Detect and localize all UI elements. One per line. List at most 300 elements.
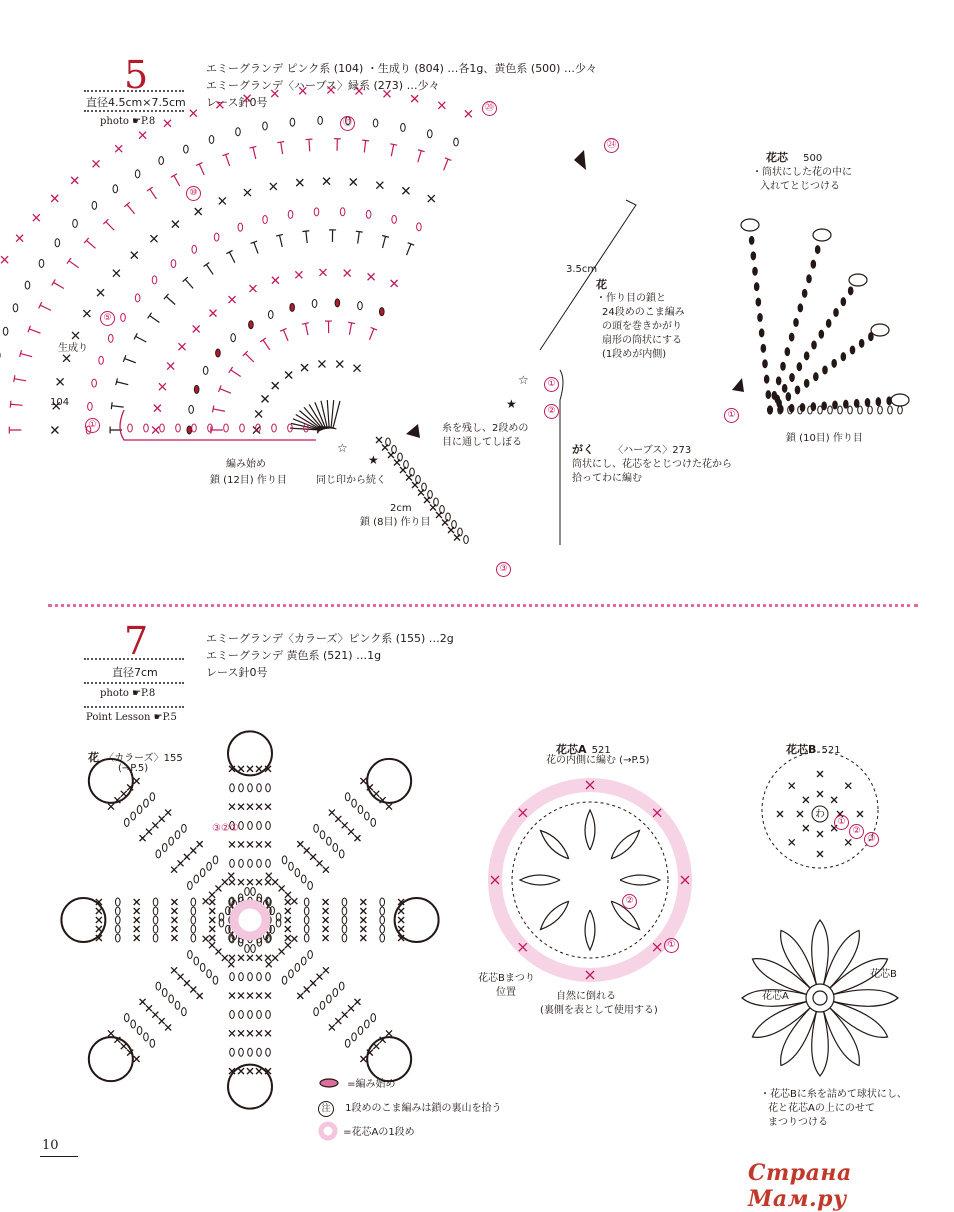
single-crochet-mark [249, 285, 256, 292]
bracket-line [560, 370, 563, 545]
watermark: Страна Мам.ру [748, 1160, 954, 1212]
single-crochet-mark [190, 987, 196, 993]
label-104: 104 [50, 396, 69, 410]
single-crochet-mark [51, 427, 58, 434]
note-line: 筒状にし、花芯をとじつけた花から [572, 458, 732, 472]
half-double-mark [280, 328, 288, 340]
single-crochet-mark [238, 841, 244, 847]
single-crochet-mark [279, 949, 285, 955]
legend-text: 1段めのこま編みは鎖の裏山を拾う [345, 1103, 501, 1114]
single-crochet-mark [247, 1030, 253, 1036]
single-crochet-mark [152, 1012, 158, 1018]
single-crochet-mark [256, 879, 262, 885]
chain-mark [888, 406, 893, 414]
chain-mark [345, 793, 350, 801]
single-crochet-mark [152, 427, 159, 434]
single-crochet-mark [209, 899, 215, 905]
single-crochet-mark [310, 980, 316, 986]
chain-mark [308, 951, 313, 959]
chain-mark [266, 859, 271, 867]
single-crochet-mark [134, 899, 140, 905]
single-crochet-mark [57, 378, 64, 385]
single-crochet-mark [817, 831, 823, 837]
chain-mark [25, 281, 30, 289]
chain-mark [268, 311, 273, 319]
chain-mark [175, 831, 180, 839]
single-crochet-mark [285, 942, 291, 948]
chain-mark [358, 1026, 363, 1034]
single-crochet-mark [96, 908, 102, 914]
chain-mark [828, 406, 833, 414]
chain-mark [251, 945, 256, 953]
single-crochet-mark [97, 289, 104, 296]
single-crochet-mark [134, 908, 140, 914]
chain-mark [238, 223, 243, 231]
single-crochet-mark [229, 841, 235, 847]
star-outline-mark: ☆ [518, 373, 529, 387]
chain-mark [304, 898, 309, 906]
yarn: 521 [821, 745, 840, 756]
half-double-mark [9, 427, 21, 434]
single-crochet-mark [108, 1030, 114, 1036]
chain-mark [345, 1039, 350, 1047]
flower-ref: (→P.5) [118, 762, 148, 776]
single-crochet-mark [247, 955, 253, 961]
chain-mark [115, 934, 120, 942]
chain-mark [245, 945, 250, 953]
single-crochet-mark [134, 778, 140, 784]
chain-mark [802, 289, 807, 297]
single-crochet-mark [301, 364, 308, 371]
chain-mark [795, 386, 800, 394]
note-line: 24段めのこま編み [596, 306, 685, 320]
single-crochet-mark [247, 1068, 253, 1074]
coreB-position-label: 花芯Bまつり [478, 972, 535, 986]
calyx-note [572, 438, 732, 486]
single-crochet-mark [797, 811, 803, 817]
single-crochet-mark [817, 851, 823, 857]
chain-mark [191, 898, 196, 906]
single-crochet-mark [216, 101, 223, 108]
chain-mark [289, 970, 294, 978]
chain-mark [230, 859, 235, 867]
chain-mark [427, 130, 432, 138]
chain-mark [832, 359, 837, 367]
single-crochet-mark [356, 87, 363, 94]
chain-mark [785, 348, 790, 356]
single-crochet-mark [777, 811, 783, 817]
chain-mark [240, 424, 245, 432]
chain-mark [248, 1048, 253, 1056]
note-line: ・作り目の鎖と [596, 292, 685, 306]
legend-start [318, 1072, 395, 1092]
single-crochet-mark [115, 145, 122, 152]
coreA-petal [585, 910, 595, 950]
single-crochet-mark [140, 999, 146, 1005]
chain-mark [759, 329, 764, 337]
single-crochet-mark [297, 993, 303, 999]
half-double-mark [369, 327, 377, 339]
chain-mark [153, 925, 158, 933]
single-crochet-mark [184, 980, 190, 986]
assembly-label-a: 花芯A [762, 990, 789, 1004]
chain-mark [156, 982, 161, 990]
single-crochet-mark [262, 395, 269, 402]
single-crochet-mark [209, 935, 215, 941]
chain-mark [239, 1048, 244, 1056]
chain-mark [754, 283, 759, 291]
single-crochet-mark [285, 899, 291, 905]
half-double-mark [222, 153, 229, 165]
chain-mark [270, 925, 275, 933]
chain-mark [239, 973, 244, 981]
chain-mark [841, 353, 846, 361]
round-mark-3: ③ [496, 556, 511, 577]
chain-mark [814, 373, 819, 381]
single-crochet-mark [448, 527, 454, 533]
single-crochet-mark [238, 1068, 244, 1074]
chain-mark [3, 327, 8, 335]
single-crochet-mark [285, 917, 291, 923]
start-mark-icon [318, 1077, 342, 1089]
chain-mark [263, 122, 268, 130]
single-crochet-mark [272, 277, 279, 284]
yarn: 〈カラーズ〉155 [104, 753, 183, 764]
single-crochet-mark [291, 936, 297, 942]
single-crochet-mark [354, 835, 360, 841]
single-crochet-mark [845, 783, 851, 789]
chain-mark [137, 1026, 142, 1034]
single-crochet-mark [323, 935, 329, 941]
single-crochet-mark [229, 296, 236, 303]
dimension-2cm: 2cm [390, 502, 412, 516]
chain-mark [248, 1010, 253, 1018]
single-crochet-mark [171, 917, 177, 923]
single-crochet-mark [219, 197, 226, 204]
ring-label: わ [815, 808, 825, 822]
chain-mark [342, 907, 347, 915]
single-crochet-mark [215, 885, 221, 891]
single-crochet-mark [247, 766, 253, 772]
chain-mark [295, 963, 300, 971]
single-crochet-mark [256, 993, 262, 999]
material-line: エミーグランデ ピンク系 (104) ・生成り (804) …各1g、黄色系 (500) …少々 [206, 60, 597, 77]
chain-mark [371, 818, 376, 826]
start-chain-label: 鎖 (12目) 作り目 [210, 474, 287, 488]
half-double-mark [250, 146, 257, 158]
chain-mark [208, 424, 213, 432]
single-crochet-mark [197, 841, 203, 847]
chain-mark [807, 275, 812, 283]
coreA-petal [520, 875, 560, 885]
chain-mark [137, 806, 142, 814]
single-crochet-mark [285, 892, 291, 898]
chain-mark [207, 862, 212, 870]
pink-ring-icon [318, 1121, 338, 1141]
chain-mark [115, 916, 120, 924]
single-crochet-mark [803, 797, 809, 803]
core-note [766, 146, 852, 194]
single-crochet-mark [247, 879, 253, 885]
material-line: レース針0号 [206, 664, 454, 681]
chain-mark [176, 424, 181, 432]
half-double-mark [325, 321, 332, 333]
fall-note: 自然に倒れる [556, 990, 616, 1004]
half-double-mark [103, 219, 114, 230]
single-crochet-mark [304, 987, 310, 993]
chain-mark [380, 898, 385, 906]
single-crochet-mark [342, 1012, 348, 1018]
single-crochet-mark [360, 778, 366, 784]
chain-mark [335, 299, 340, 307]
single-crochet-mark [190, 847, 196, 853]
single-crochet-mark [317, 860, 323, 866]
single-crochet-mark [171, 926, 177, 932]
chain-mark [194, 957, 199, 965]
chain-mark [39, 259, 44, 267]
half-double-mark [134, 333, 146, 342]
chain-mark [763, 360, 768, 368]
single-crochet-mark [297, 841, 303, 847]
single-crochet-mark [253, 427, 260, 434]
chain-mark [156, 850, 161, 858]
chain-mark [113, 185, 118, 193]
flower-note [596, 276, 685, 362]
material-line: エミーグランデ〈カラーズ〉ピンク系 (155) …2g [206, 630, 454, 647]
chain-mark [257, 859, 262, 867]
chain-mark [804, 352, 809, 360]
chain-mark [213, 856, 218, 864]
single-crochet-mark [165, 810, 171, 816]
single-crochet-mark [209, 917, 215, 923]
single-crochet-mark [845, 839, 851, 845]
label-kinari: 生成り [58, 342, 88, 356]
chain-mark [99, 356, 104, 364]
chain-mark [340, 208, 345, 216]
round-mark-1: ① [834, 809, 849, 830]
title: 花芯B [786, 743, 816, 756]
chain-mark [276, 919, 281, 927]
chain-mark [131, 812, 136, 820]
single-crochet-mark [299, 87, 306, 94]
calyx-note-title: がく [572, 443, 594, 456]
chain-mark [797, 363, 802, 371]
round-mark-20: ⑳ [482, 95, 497, 116]
single-crochet-mark [256, 841, 262, 847]
coreA-note: 花の内側に編む (→P.5) [546, 754, 649, 768]
chain-mark [794, 319, 799, 327]
single-crochet-mark [171, 935, 177, 941]
chain-mark [115, 925, 120, 933]
chain-mark [187, 426, 192, 434]
chain-mark [776, 377, 781, 385]
single-crochet-mark [177, 860, 183, 866]
petal-outline [89, 1037, 133, 1081]
chain-mark [230, 1048, 235, 1056]
single-crochet-mark [454, 535, 460, 541]
half-double-mark [111, 402, 123, 409]
single-crochet-mark [368, 273, 375, 280]
chain-mark [191, 934, 196, 942]
chain-mark [868, 406, 873, 414]
chain-mark [304, 925, 309, 933]
single-crochet-mark [51, 195, 58, 202]
chain-mark [282, 976, 287, 984]
single-crochet-mark [134, 926, 140, 932]
coreA-petal [620, 875, 660, 885]
single-crochet-mark [857, 811, 863, 817]
chain-mark [144, 1033, 149, 1041]
chain-mark [365, 1020, 370, 1028]
half-double-mark [14, 375, 26, 382]
chain-mark [159, 157, 164, 165]
single-crochet-mark [171, 908, 177, 914]
chain-mark [844, 400, 849, 408]
single-crochet-mark [360, 899, 366, 905]
half-double-mark [444, 158, 452, 170]
single-crochet-mark [209, 892, 215, 898]
single-crochet-mark [360, 917, 366, 923]
half-double-mark [229, 367, 241, 377]
chain-mark [153, 898, 158, 906]
chain-mark [251, 887, 256, 895]
chain-mark [266, 822, 271, 830]
core-title: 花芯 [766, 151, 788, 164]
petal-tip [813, 229, 831, 241]
chain-mark [342, 898, 347, 906]
chain-mark [789, 333, 794, 341]
note-line: の頭を巻きかがり [596, 320, 685, 334]
half-double-mark [84, 238, 95, 248]
chain-mark [200, 869, 205, 877]
chain-mark [182, 1008, 187, 1016]
round-mark-24: ㉔ [604, 132, 619, 153]
chain-mark [92, 201, 97, 209]
single-crochet-mark [244, 95, 251, 102]
star-mark: ★ [506, 397, 517, 411]
half-double-mark [348, 322, 355, 334]
chain-mark [115, 907, 120, 915]
single-crochet-mark [167, 363, 174, 370]
chain-mark [798, 304, 803, 312]
chain-mark [209, 135, 214, 143]
half-double-mark [67, 258, 79, 268]
chain-mark [290, 303, 295, 311]
chain-mark [380, 916, 385, 924]
arrow-marker [406, 424, 420, 438]
half-double-mark [28, 326, 40, 333]
chain-mark [878, 406, 883, 414]
round-mark-10: ⑩ [186, 180, 201, 201]
single-crochet-mark [803, 825, 809, 831]
single-crochet-mark [203, 936, 209, 942]
chain-mark [124, 818, 129, 826]
single-crochet-mark [134, 935, 140, 941]
single-crochet-mark [229, 804, 235, 810]
fall-note: (裏側を表として使用する) [540, 1004, 658, 1018]
single-crochet-mark [265, 804, 271, 810]
single-crochet-mark [203, 898, 209, 904]
chain-mark [153, 907, 158, 915]
coreA-inner-ring [512, 802, 668, 958]
chain-mark [876, 398, 881, 406]
legend-text: =花芯Aの1段め [343, 1127, 415, 1138]
single-crochet-mark [285, 908, 291, 914]
round-mark-1: ① [85, 412, 100, 433]
half-double-mark [260, 338, 270, 350]
chain-mark [184, 145, 189, 153]
single-crochet-mark [285, 935, 291, 941]
half-double-mark [226, 250, 235, 262]
legend-core-ring [318, 1120, 415, 1141]
chain-mark [865, 399, 870, 407]
single-crochet-mark [285, 926, 291, 932]
single-crochet-mark [171, 899, 177, 905]
single-crochet-mark [304, 847, 310, 853]
single-crochet-mark [319, 269, 326, 276]
single-crochet-mark [184, 854, 190, 860]
single-crochet-mark [146, 1005, 152, 1011]
section-number-5: 5 [124, 56, 148, 94]
chain-mark [203, 366, 208, 374]
round-mark-2: ② [849, 818, 864, 839]
same-mark-label: 同じ印から続く [316, 474, 386, 488]
page-rule [40, 1156, 78, 1157]
chain-mark [226, 907, 231, 915]
material-line: エミーグランデ 黄色系 (521) …1g [206, 647, 454, 664]
chain-mark [848, 406, 853, 414]
single-crochet-mark [412, 482, 418, 488]
single-crochet-mark [360, 1056, 366, 1062]
single-crochet-mark [228, 873, 234, 879]
round-mark-2: ② [544, 398, 559, 419]
chain-mark [191, 907, 196, 915]
chain-mark [339, 850, 344, 858]
arrow-marker [732, 378, 744, 392]
coreA-petal [611, 831, 639, 859]
chain-mark [314, 1008, 319, 1016]
chain-mark [464, 536, 469, 544]
single-crochet-mark [150, 235, 157, 242]
core-yarn: 500 [803, 153, 822, 164]
single-crochet-mark [354, 365, 361, 372]
chain-mark [230, 784, 235, 792]
single-crochet-mark [159, 816, 165, 822]
star-outline-mark: ☆ [337, 441, 348, 455]
chain-mark [304, 934, 309, 942]
chain-mark [301, 875, 306, 883]
chain-mark [790, 374, 795, 382]
chain-mark [257, 973, 262, 981]
half-double-mark [362, 140, 369, 152]
half-double-mark [204, 263, 214, 275]
flower-note-title: 花 [596, 276, 685, 292]
chain-mark [314, 208, 319, 216]
single-crochet-mark [271, 90, 278, 97]
chain-mark [333, 988, 338, 996]
half-double-mark [390, 144, 397, 156]
half-double-mark [302, 231, 309, 243]
single-crochet-mark [238, 955, 244, 961]
chain-mark [239, 859, 244, 867]
single-crochet-mark [438, 102, 445, 109]
chain-mark [150, 1039, 155, 1047]
start-chain-line [120, 410, 316, 440]
arrow-marker [574, 150, 586, 170]
chain-mark [150, 793, 155, 801]
stem-chain-label: 鎖 (8目) 作り目 [360, 516, 431, 530]
yarn: 521 [592, 745, 611, 756]
